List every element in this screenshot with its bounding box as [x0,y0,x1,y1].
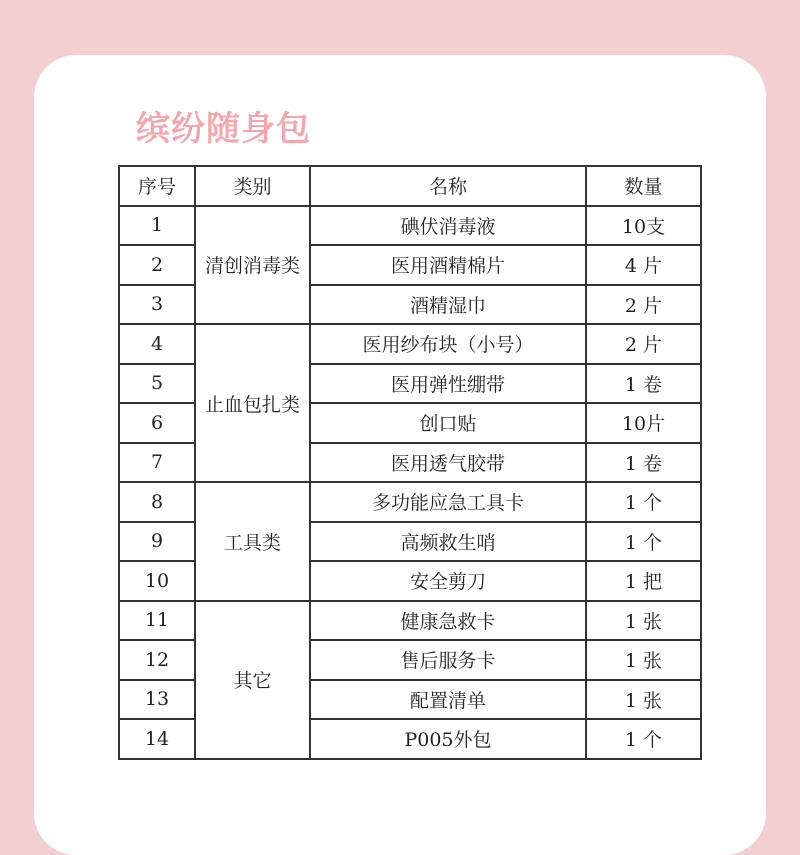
cell-index: 7 [119,443,195,483]
cell-index: 14 [119,719,195,759]
cell-quantity: 2 片 [586,324,701,364]
cell-quantity: 1 卷 [586,443,701,483]
cell-index: 13 [119,680,195,720]
cell-name: 配置清单 [310,680,586,720]
cell-name: 售后服务卡 [310,640,586,680]
cell-index: 8 [119,482,195,522]
cell-name: 安全剪刀 [310,561,586,601]
cell-quantity: 4 片 [586,245,701,285]
cell-index: 5 [119,364,195,404]
cell-name: 医用酒精棉片 [310,245,586,285]
cell-category: 清创消毒类 [195,206,310,325]
table-header-row [119,166,701,206]
table-row [119,206,701,246]
cell-quantity: 10片 [586,403,701,443]
cell-index: 1 [119,206,195,246]
cell-index: 11 [119,601,195,641]
cell-quantity: 1 张 [586,640,701,680]
cell-quantity: 1 张 [586,601,701,641]
cell-name: 创口贴 [310,403,586,443]
contents-table [118,165,702,760]
header-category: 类别 [195,166,310,206]
table-row [119,482,701,522]
cell-index: 2 [119,245,195,285]
cell-name: 医用弹性绷带 [310,364,586,404]
cell-quantity: 1 把 [586,561,701,601]
cell-index: 10 [119,561,195,601]
cell-index: 9 [119,522,195,562]
header-index: 序号 [119,166,195,206]
cell-name: 高频救生哨 [310,522,586,562]
cell-index: 6 [119,403,195,443]
cell-quantity: 10支 [586,206,701,246]
cell-quantity: 1 张 [586,680,701,720]
cell-index: 4 [119,324,195,364]
cell-name: P005外包 [310,719,586,759]
cell-index: 3 [119,285,195,325]
cell-name: 医用纱布块（小号） [310,324,586,364]
cell-name: 健康急救卡 [310,601,586,641]
cell-quantity: 1 个 [586,522,701,562]
cell-quantity: 1 卷 [586,364,701,404]
cell-name: 多功能应急工具卡 [310,482,586,522]
cell-category: 其它 [195,601,310,759]
cell-name: 碘伏消毒液 [310,206,586,246]
cell-quantity: 1 个 [586,719,701,759]
cell-name: 酒精湿巾 [310,285,586,325]
header-name: 名称 [310,166,586,206]
table-row [119,601,701,641]
cell-name: 医用透气胶带 [310,443,586,483]
cell-category: 止血包扎类 [195,324,310,482]
header-quantity: 数量 [586,166,701,206]
cell-index: 12 [119,640,195,680]
page-title: 缤纷随身包 [136,109,311,149]
cell-quantity: 1 个 [586,482,701,522]
table-row [119,324,701,364]
cell-category: 工具类 [195,482,310,601]
cell-quantity: 2 片 [586,285,701,325]
